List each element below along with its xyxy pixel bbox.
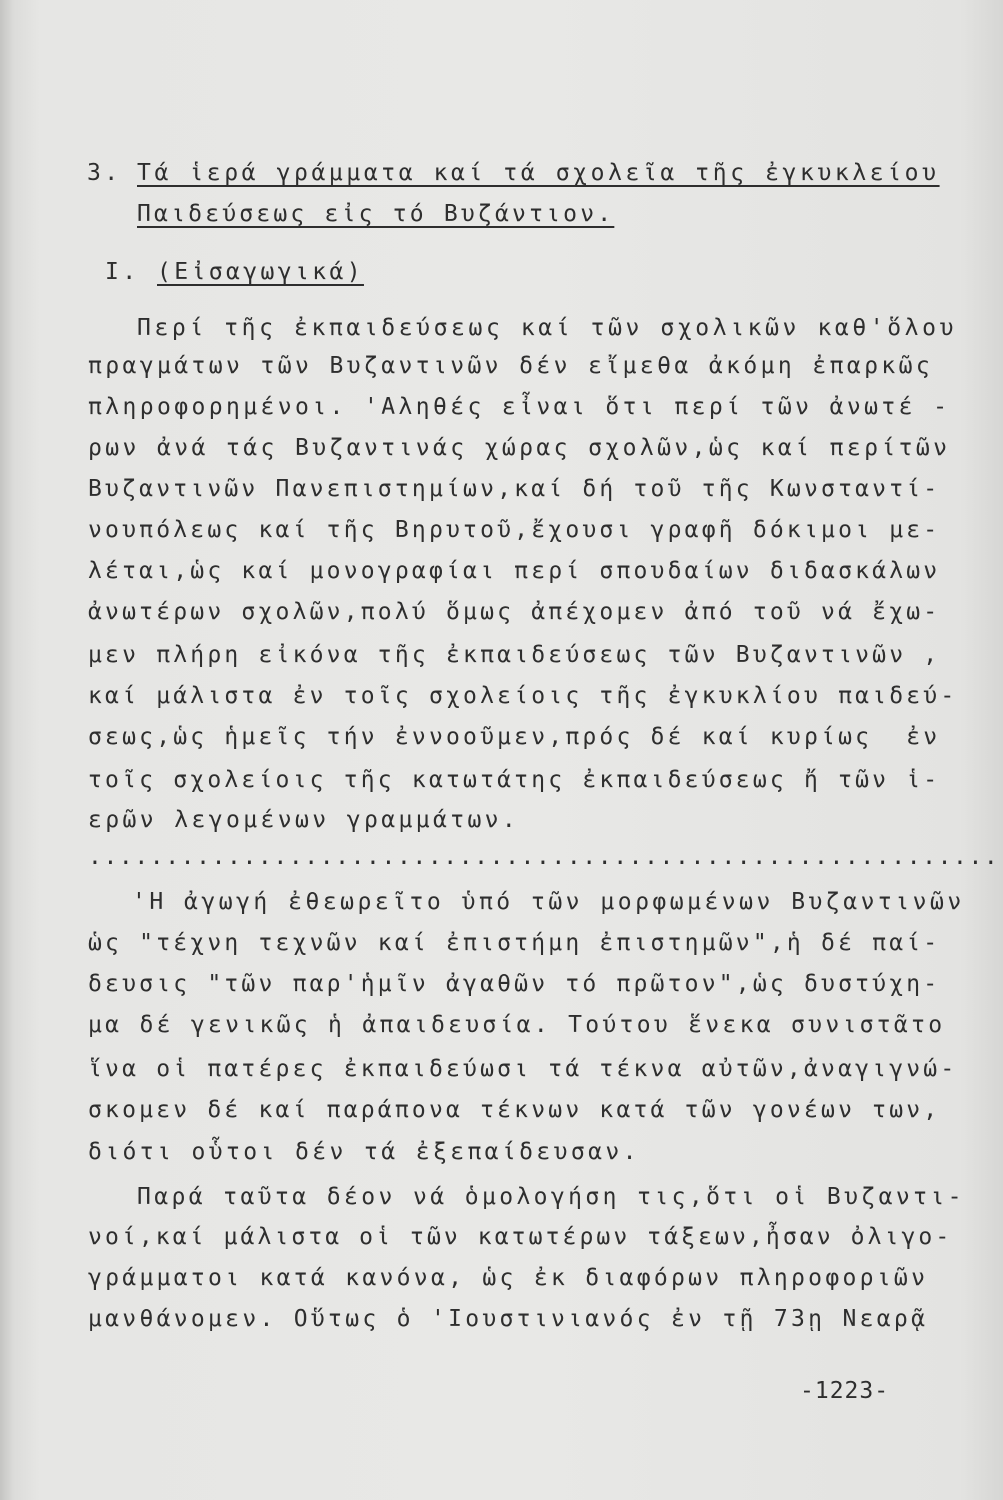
paragraph-line: πληροφορημένοι. 'Αληθές εἶναι ὅτι περί τῶν ἀνωτέ -	[88, 394, 951, 420]
paragraph-line: τοῖς σχολείοις τῆς κατωτάτης ἐκπαιδεύσεως ἤ τῶν ἱ-	[88, 767, 941, 793]
paragraph-line: Παρά ταῦτα δέον νά ὁμολογήση τις,ὅτι οἱ Βυζαντι-	[137, 1184, 965, 1210]
paragraph-line: ἀνωτέρων σχολῶν,πολύ ὅμως ἀπέχομεν ἀπό τοῦ νά ἔχω-	[88, 599, 941, 625]
paragraph-line: ερῶν λεγομένων γραμμάτων.	[88, 807, 520, 833]
paragraph-line: διότι οὗτοι δέν τά ἐξεπαίδευσαν.	[88, 1139, 640, 1165]
paragraph-line: γράμματοι κατά κανόνα, ὡς ἐκ διαφόρων πληροφοριῶν	[88, 1265, 929, 1291]
heading-line-2: Παιδεύσεως εἰς τό Βυζάντιον.	[137, 201, 615, 227]
paragraph-line: μανθάνομεν. Οὕτως ὁ 'Ιουστινιανός ἐν τῇ 73ῃ Νεαρᾷ	[88, 1306, 929, 1332]
paragraph-line: νουπόλεως καί τῆς Βηρυτοῦ,ἔχουσι γραφῆ δόκιμοι με-	[88, 517, 941, 543]
paragraph-line: Βυζαντινῶν Πανεπιστημίων,καί δή τοῦ τῆς Κωνσταντί-	[88, 476, 941, 502]
paragraph-line: δευσις "τῶν παρ'ἡμῖν ἀγαθῶν τό πρῶτον",ὡς δυστύχη-	[88, 971, 941, 997]
heading-line-1: Τά ἱερά γράμματα καί τά σχολεῖα τῆς ἐγκυκλείου	[137, 160, 940, 186]
paragraph-line: καί μάλιστα ἐν τοῖς σχολείοις τῆς ἐγκυκλίου παιδεύ-	[88, 683, 958, 709]
section-title: (Εἰσαγωγικά)	[157, 259, 364, 285]
paragraph-line: ὡς "τέχνη τεχνῶν καί ἐπιστήμη ἐπιστημῶν",ἡ δέ παί-	[88, 930, 941, 956]
paragraph-line: σεως,ὡς ἡμεῖς τήν ἐννοοῦμεν,πρός δέ καί κυρίως ἐν	[88, 724, 941, 750]
section-number: I.	[105, 259, 140, 285]
paragraph-line: ἵνα οἱ πατέρες ἐκπαιδεύωσι τά τέκνα αὐτῶν,ἀναγιγνώ-	[88, 1056, 958, 1082]
dotted-separator: ...........................................................	[88, 844, 1000, 870]
paragraph-line: ρων ἀνά τάς Βυζαντινάς χώρας σχολῶν,ὡς καί περίτῶν	[88, 435, 951, 461]
page-number: -1223-	[800, 1378, 890, 1404]
paragraph-line: μεν πλήρη εἰκόνα τῆς ἐκπαιδεύσεως τῶν Βυζαντινῶν ,	[88, 642, 941, 668]
paragraph-line: 'Η ἀγωγή ἐθεωρεῖτο ὑπό τῶν μορφωμένων Βυζαντινῶν	[132, 889, 965, 915]
paragraph-line: πραγμάτων τῶν Βυζαντινῶν δέν εἴμεθα ἀκόμη ἐπαρκῶς	[88, 353, 934, 379]
paragraph-line: μα δέ γενικῶς ἡ ἀπαιδευσία. Τούτου ἕνεκα συνιστᾶτο	[88, 1012, 946, 1038]
heading-number: 3.	[87, 160, 122, 186]
paragraph-line: Περί τῆς ἐκπαιδεύσεως καί τῶν σχολικῶν καθ'ὅλου	[137, 315, 958, 341]
paragraph-line: λέται,ὡς καί μονογραφίαι περί σπουδαίων διδασκάλων	[88, 558, 941, 584]
paragraph-line: νοί,καί μάλιστα οἱ τῶν κατωτέρων τάξεων,ἦσαν ὀλιγο-	[88, 1224, 953, 1250]
paragraph-line: σκομεν δέ καί παράπονα τέκνων κατά τῶν γονέων των,	[88, 1097, 941, 1123]
